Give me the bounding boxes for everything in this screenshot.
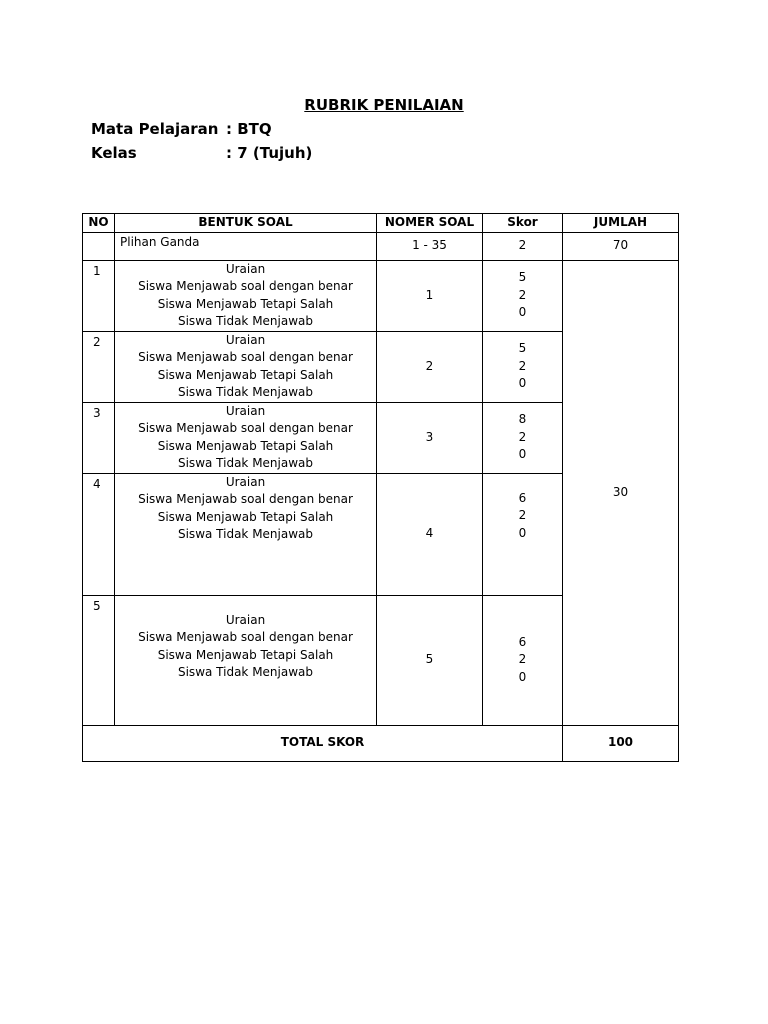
line-benar: Siswa Menjawab soal dengan benar <box>138 350 353 364</box>
cell-no: 2 <box>83 331 115 402</box>
cell-bentuk-soal <box>115 402 377 473</box>
cell-no <box>83 232 115 260</box>
header-jumlah: JUMLAH <box>563 214 679 233</box>
cell-nomer-soal: 4 <box>377 473 483 595</box>
meta-class <box>91 144 312 162</box>
skor-tidak: 0 <box>518 376 527 391</box>
cell-bentuk-soal <box>115 595 377 725</box>
cell-skor <box>483 595 563 725</box>
skor-salah: 2 <box>518 652 527 667</box>
line-uraian: Uraian <box>225 261 266 276</box>
document-title: RUBRIK PENILAIAN <box>304 96 464 114</box>
cell-nomer-soal: 1 <box>377 260 483 331</box>
line-uraian: Uraian <box>225 612 266 627</box>
line-tidak: Siswa Tidak Menjawab <box>177 527 314 541</box>
meta-subject <box>91 120 272 138</box>
line-salah: Siswa Menjawab Tetapi Salah <box>157 296 334 311</box>
cell-no: 4 <box>83 473 115 595</box>
cell-skor <box>483 331 563 402</box>
skor-salah: 2 <box>518 358 527 373</box>
line-tidak: Siswa Tidak Menjawab <box>177 665 314 679</box>
meta-class-label: Kelas <box>91 144 137 162</box>
total-skor-value: 100 <box>563 725 679 761</box>
cell-bentuk-soal <box>115 331 377 402</box>
meta-class-value: : 7 (Tujuh) <box>226 144 313 162</box>
skor-tidak: 0 <box>518 669 527 684</box>
cell-bentuk-soal: Plihan Ganda <box>115 232 377 260</box>
skor-salah: 2 <box>518 429 527 444</box>
meta-subject-label: Mata Pelajaran <box>91 120 219 138</box>
line-tidak: Siswa Tidak Menjawab <box>177 385 314 399</box>
header-no: NO <box>83 214 115 233</box>
cell-bentuk-soal <box>115 260 377 331</box>
cell-jumlah-uraian: 30 <box>563 260 679 725</box>
skor-tidak: 0 <box>518 525 527 540</box>
header-bentuk-soal: BENTUK SOAL <box>115 214 377 233</box>
cell-jumlah: 70 <box>563 232 679 260</box>
table-header-row <box>83 214 679 233</box>
cell-nomer-soal: 3 <box>377 402 483 473</box>
rubric-table <box>82 213 679 762</box>
skor-benar: 6 <box>518 490 527 505</box>
line-salah: Siswa Menjawab Tetapi Salah <box>157 438 334 453</box>
cell-bentuk-soal <box>115 473 377 595</box>
table-row-total <box>83 725 679 761</box>
line-salah: Siswa Menjawab Tetapi Salah <box>157 647 334 662</box>
line-tidak: Siswa Tidak Menjawab <box>177 456 314 470</box>
cell-skor: 2 <box>483 232 563 260</box>
header-skor: Skor <box>483 214 563 233</box>
skor-benar: 6 <box>518 634 527 649</box>
skor-salah: 2 <box>518 508 527 522</box>
table-row <box>83 260 679 331</box>
line-uraian: Uraian <box>225 474 266 489</box>
cell-no: 3 <box>83 402 115 473</box>
cell-nomer-soal: 5 <box>377 595 483 725</box>
cell-nomer-soal: 1 - 35 <box>377 232 483 260</box>
total-skor-label: TOTAL SKOR <box>83 725 563 761</box>
cell-skor <box>483 260 563 331</box>
table-row-pilihan-ganda <box>83 232 679 260</box>
line-salah: Siswa Menjawab Tetapi Salah <box>157 367 334 382</box>
skor-tidak: 0 <box>518 447 527 462</box>
skor-benar: 5 <box>518 270 527 285</box>
cell-skor <box>483 473 563 595</box>
skor-benar: 8 <box>518 412 527 427</box>
cell-skor <box>483 402 563 473</box>
meta-subject-value: : BTQ <box>226 120 272 138</box>
skor-tidak: 0 <box>518 305 527 320</box>
cell-no: 5 <box>83 595 115 725</box>
skor-salah: 2 <box>518 287 527 302</box>
line-benar: Siswa Menjawab soal dengan benar <box>138 630 353 644</box>
line-benar: Siswa Menjawab soal dengan benar <box>138 492 353 506</box>
skor-benar: 5 <box>518 341 527 356</box>
header-nomer-soal: NOMER SOAL <box>377 214 483 233</box>
cell-no: 1 <box>83 260 115 331</box>
line-tidak: Siswa Tidak Menjawab <box>177 314 314 328</box>
line-uraian: Uraian <box>225 332 266 347</box>
line-benar: Siswa Menjawab soal dengan benar <box>138 421 353 435</box>
line-salah: Siswa Menjawab Tetapi Salah <box>157 509 334 524</box>
line-uraian: Uraian <box>225 403 266 418</box>
cell-nomer-soal: 2 <box>377 331 483 402</box>
line-benar: Siswa Menjawab soal dengan benar <box>138 279 353 293</box>
